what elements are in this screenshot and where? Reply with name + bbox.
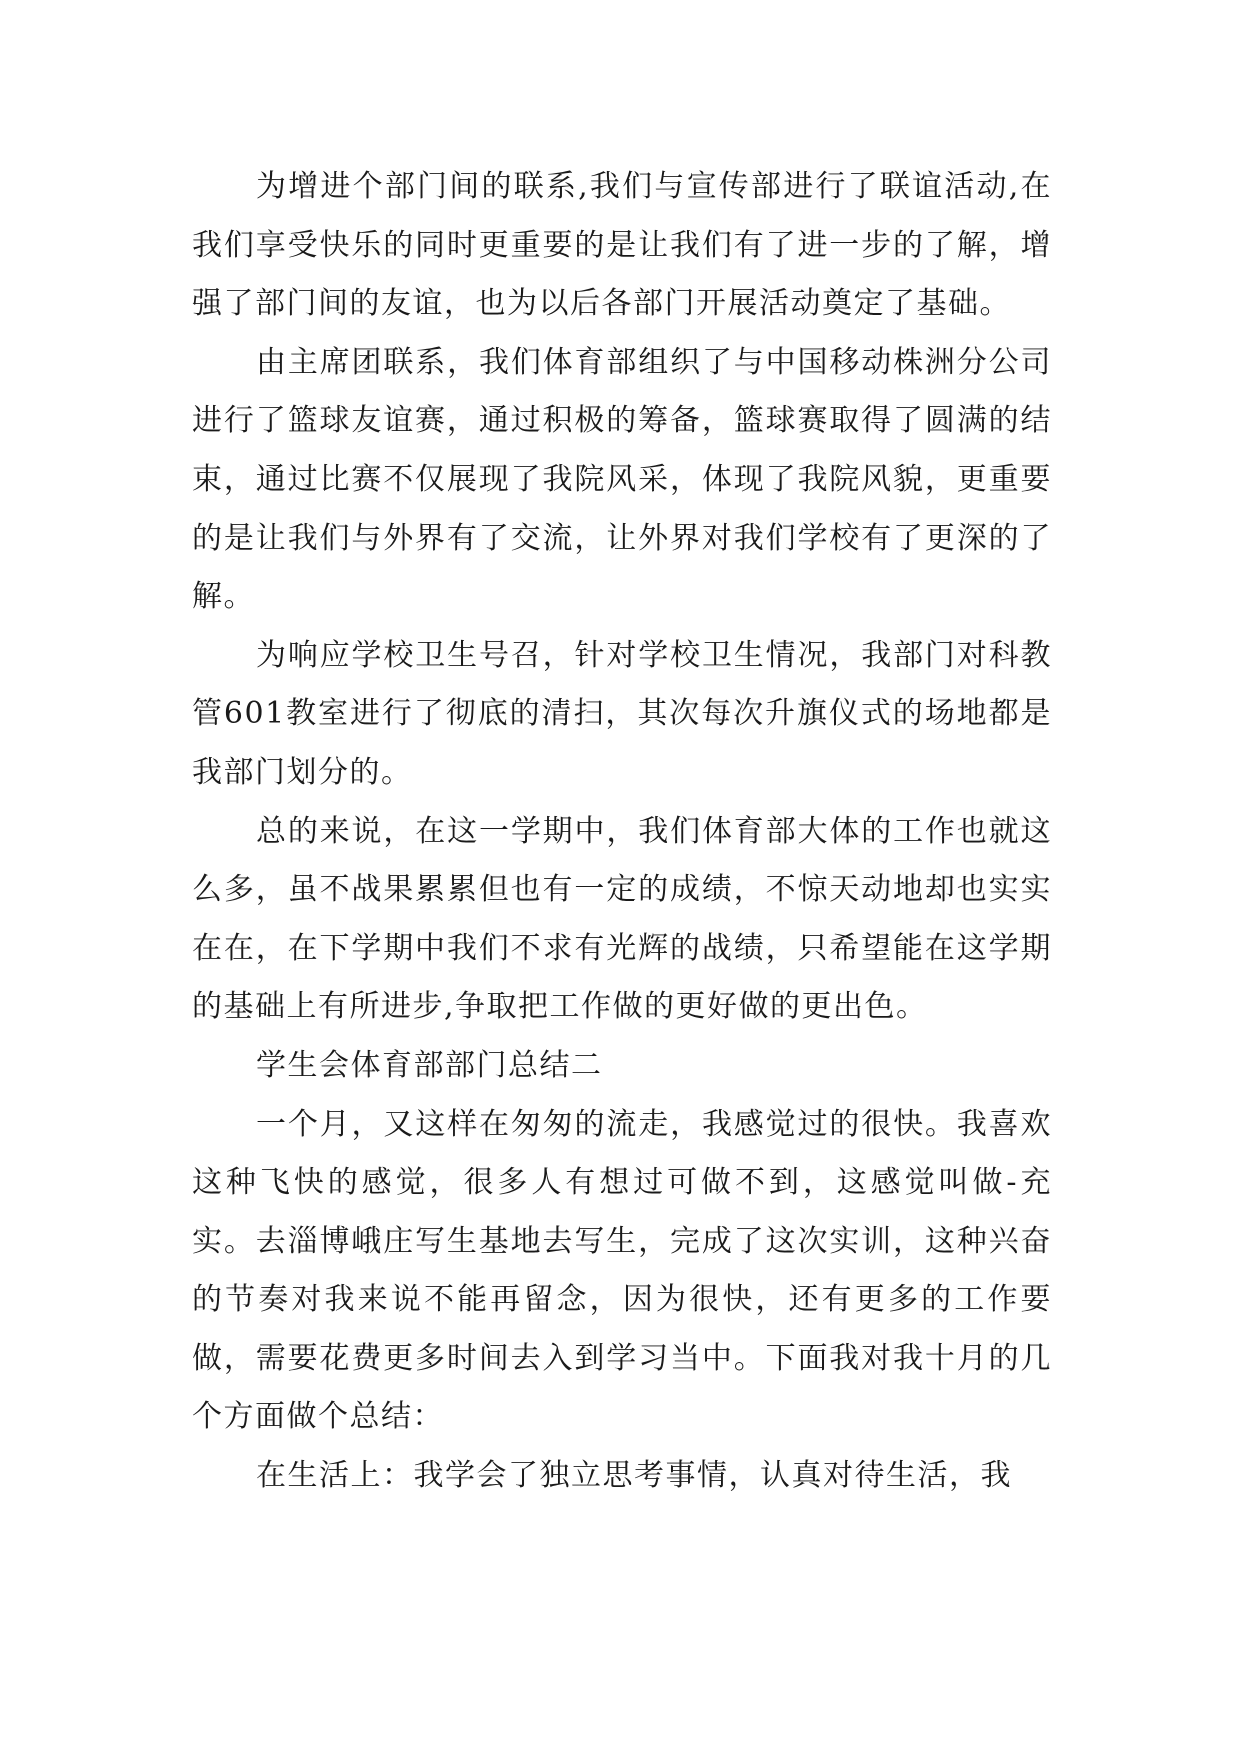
paragraph-life: 在生活上：我学会了独立思考事情，认真对待生活，我 (256, 1458, 1012, 1494)
paragraph-month-review: 一个月，又这样在匆匆的流走，我感觉过的很快。我喜欢这种飞快的感觉，很多人有想过可做不到，这感觉叫做-充实。去淄博峨庄写生基地去写生，完成了这次实训，这种兴奋的节奏对我来说不能再留念，因为很快，还有更多的工作要做，需要花费更多时间去入到学习当中。下面我对我十月的几个方面做个总结： (192, 1106, 1052, 1435)
section-title: 学生会体育部部门总结二 (256, 1047, 603, 1083)
paragraph-summary: 总的来说，在这一学期中，我们体育部大体的工作也就这么多，虽不战果累累但也有一定的成绩，不惊天动地却也实实在在，在下学期中我们不求有光辉的战绩，只希望能在这学期的基础上有所进步,争取把工作做的更好做的更出色。 (192, 813, 1052, 1025)
paragraph-liaison: 为增进个部门间的联系,我们与宣传部进行了联谊活动,在我们享受快乐的同时更重要的是让我们有了进一步的了解，增强了部门间的友谊，也为以后各部门开展活动奠定了基础。 (192, 169, 1052, 322)
document-body (192, 158, 1052, 1506)
paragraph-basketball: 由主席团联系，我们体育部组织了与中国移动株洲分公司进行了篮球友谊赛，通过积极的筹备，篮球赛取得了圆满的结束，通过比赛不仅展现了我院风采，体现了我院风貌，更重要的是让我们与外界有了交流，让外界对我们学校有了更深的了解。 (192, 344, 1052, 615)
paragraph-hygiene: 为响应学校卫生号召，针对学校卫生情况，我部门对科教管601教室进行了彻底的清扫，其次每次升旗仪式的场地都是我部门划分的。 (192, 637, 1052, 790)
